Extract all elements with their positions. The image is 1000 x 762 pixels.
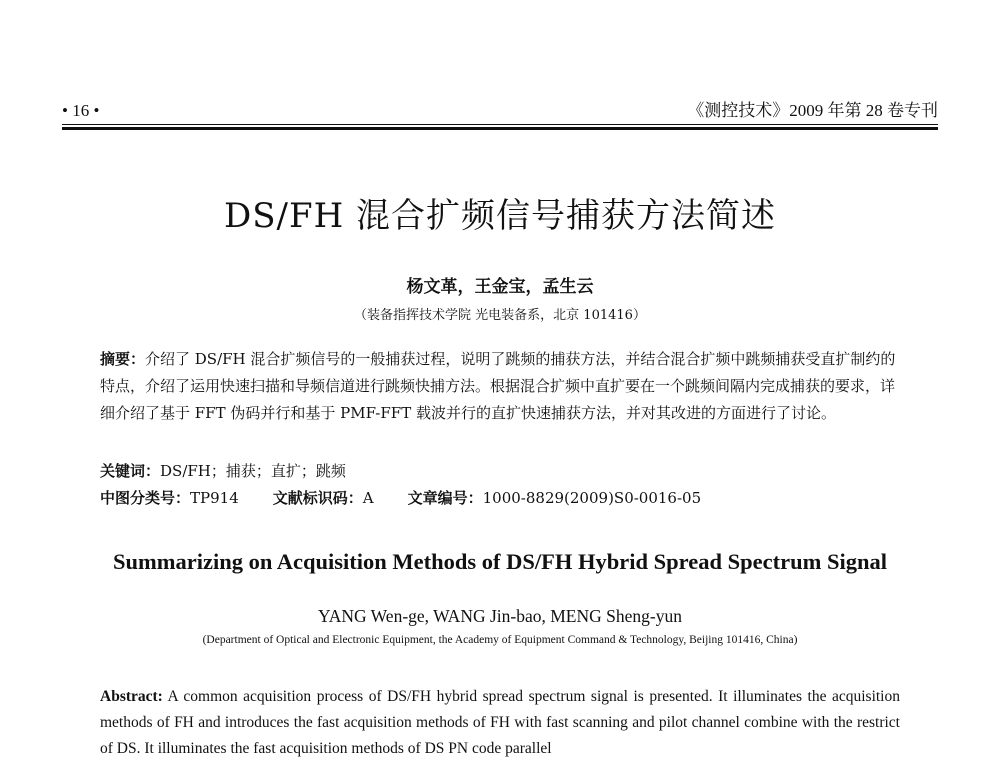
keywords-label: 关键词： xyxy=(100,462,161,480)
header-rule-thin xyxy=(62,124,938,125)
article-number-value: 1000-8829(2009)S0-0016-05 xyxy=(482,489,702,507)
page-number: • 16 • xyxy=(62,101,100,120)
english-affiliation: (Department of Optical and Electronic Equipment, the Academy of Equipment Command & Technology, Beijing 101416, China) xyxy=(202,634,798,646)
running-header xyxy=(62,96,938,121)
chinese-title: DS/FH 混合扩频信号捕获方法简述 xyxy=(223,196,777,236)
chinese-affiliation: （装备指挥技术学院 光电装备系，北京 101416） xyxy=(354,308,646,323)
clc-label: 中图分类号： xyxy=(100,489,191,507)
english-title: Summarizing on Acquisition Methods of DS/FH Hybrid Spread Spectrum Signal xyxy=(112,549,888,574)
chinese-abstract-text: 介绍了 DS/FH 混合扩频信号的一般捕获过程，说明了跳频的捕获方法，并结合混合扩频中跳频捕获受直扩制约的特点，介绍了运用快速扫描和导频信道进行跳频快捕方法。根据混合扩频中直扩要在一个跳频间隔内完成捕获的要求，详细介绍了基于 FFT 伪码并行和基于 PMF-FFT 载波并行的直扩快速捕获方法，并对其改进的方面进行了讨论。 xyxy=(100,350,896,422)
classification-line xyxy=(100,485,900,512)
header-rule-thick xyxy=(62,127,938,130)
doc-code-value: A xyxy=(362,489,374,507)
keywords-text: DS/FH；捕获；直扩；跳频 xyxy=(160,462,346,480)
english-abstract xyxy=(100,684,900,762)
english-abstract-label: Abstract: xyxy=(100,688,163,705)
chinese-keywords xyxy=(100,458,900,485)
doc-code-label: 文献标识码： xyxy=(272,489,363,507)
chinese-authors: 杨文革，王金宝，孟生云 xyxy=(406,277,594,297)
chinese-abstract-label: 摘要： xyxy=(100,350,146,368)
journal-citation: 《测控技术》2009 年第 28 卷专刊 xyxy=(687,101,938,120)
clc-value: TP914 xyxy=(190,489,239,507)
article-number-label: 文章编号： xyxy=(407,489,483,507)
english-authors: YANG Wen-ge, WANG Jin-bao, MENG Sheng-yun xyxy=(318,606,682,626)
chinese-abstract xyxy=(100,346,900,427)
english-abstract-text: A common acquisition process of DS/FH hybrid spread spectrum signal is presented. It illuminates the acquisition methods of FH and introduces the fast acquisition methods of FH with fast scanning and pilot channel combine with the restrict of DS. It illuminates the fast acquisition methods of DS PN code parallel xyxy=(100,688,900,757)
